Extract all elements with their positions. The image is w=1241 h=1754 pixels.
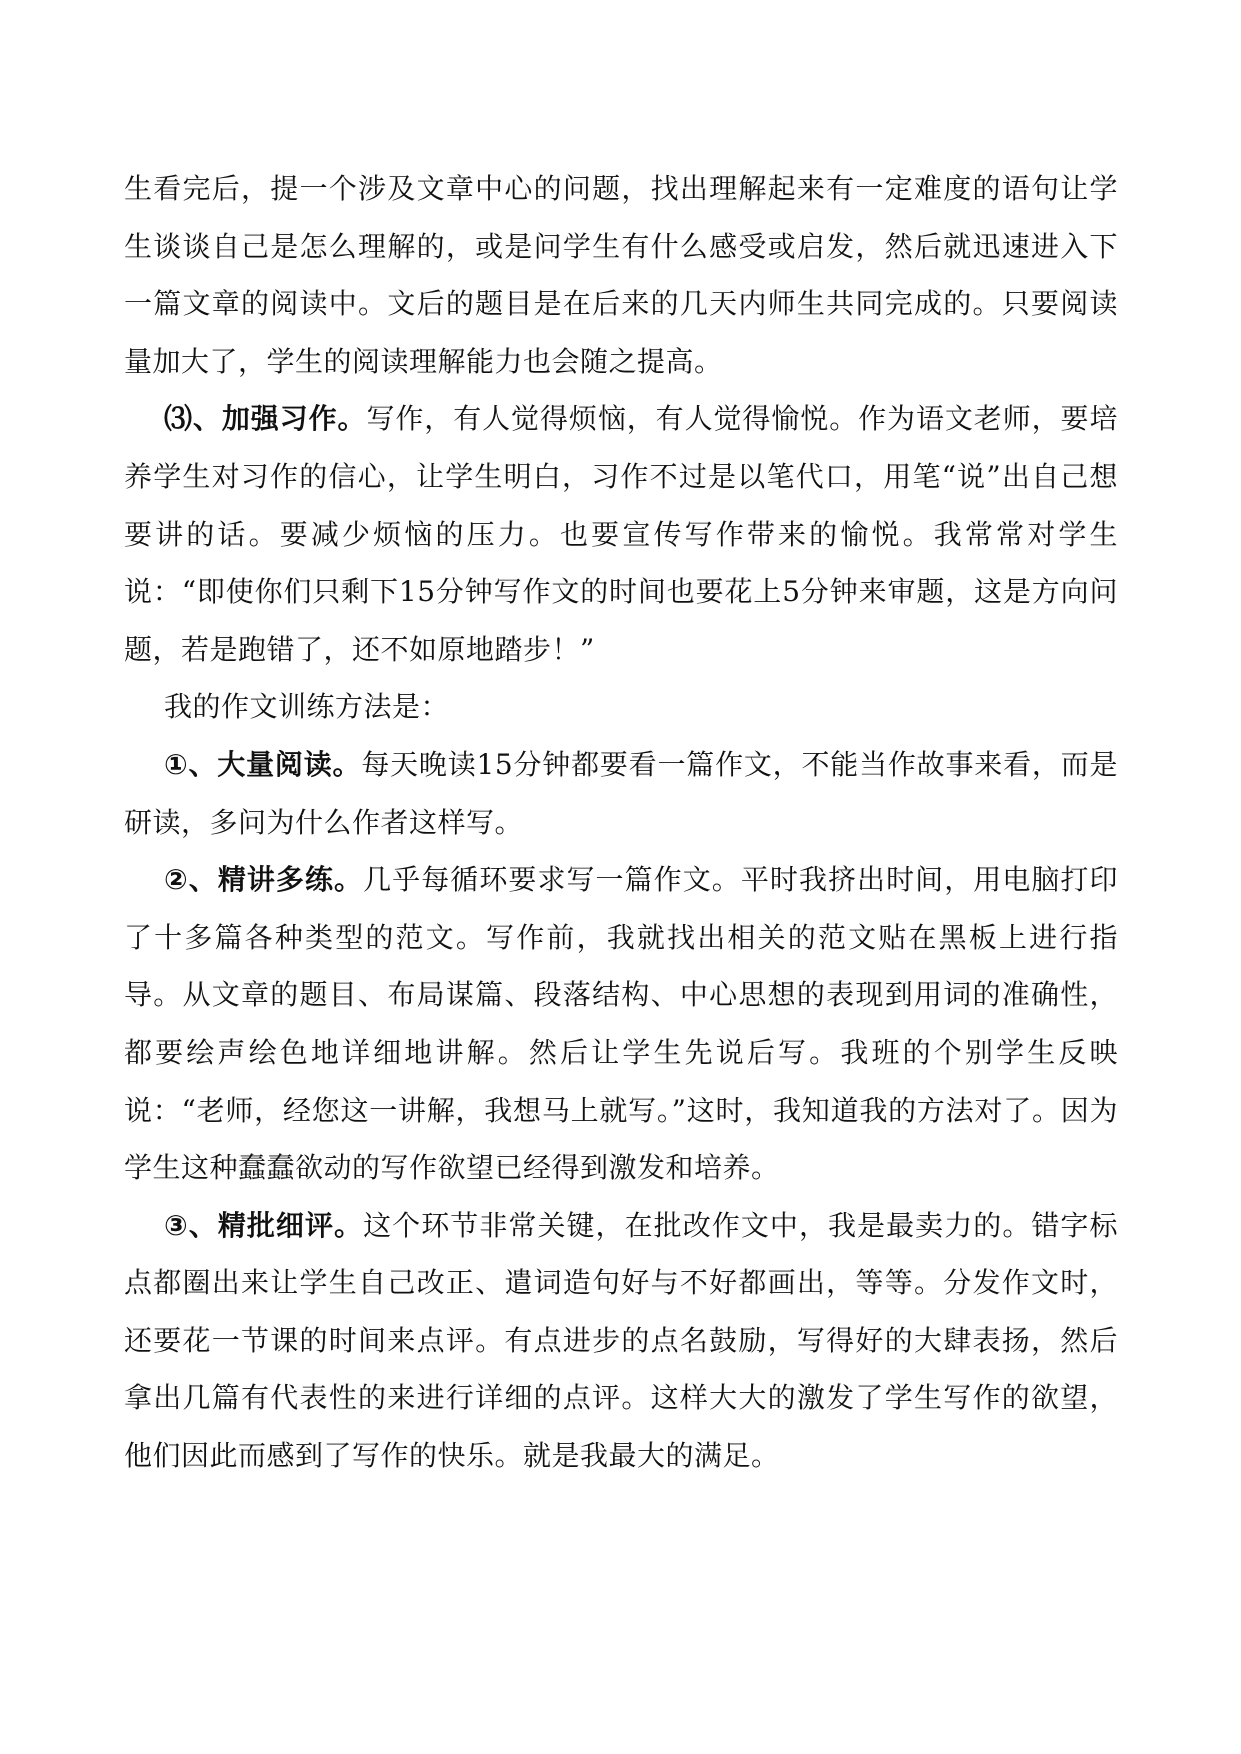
paragraph-reading-continuation bbox=[124, 160, 1118, 390]
paragraph-text: 我的作文训练方法是： bbox=[164, 690, 450, 724]
paragraph-text: 生看完后，提一个涉及文章中心的问题，找出理解起来有一定难度的语句让学生谈谈自己是怎么理解的，或是问学生有什么感受或启发，然后就迅速进入下一篇文章的阅读中。文后的题目是在后来的几天内师生共同完成的。只要阅读量加大了，学生的阅读理解能力也会随之提高。 bbox=[124, 172, 1118, 378]
document-body bbox=[124, 160, 1118, 1485]
section-heading: ③、精批细评。 bbox=[164, 1208, 364, 1242]
paragraph-method-intro bbox=[124, 678, 1118, 736]
section-heading: ①、大量阅读。 bbox=[164, 747, 362, 781]
paragraph-text: 这个环节非常关键，在批改作文中，我是最卖力的。错字标点都圈出来让学生自己改正、遣词造句好与不好都画出，等等。分发作文时，还要花一节课的时间来点评。有点进步的点名鼓励，写得好的大肆表扬，然后拿出几篇有代表性的来进行详细的点评。这样大大的激发了学生写作的欲望，他们因此而感到了写作的快乐。就是我最大的满足。 bbox=[124, 1208, 1118, 1473]
section-heading: ②、精讲多练。 bbox=[164, 863, 364, 897]
paragraph-text: 几乎每循环要求写一篇作文。平时我挤出时间，用电脑打印了十多篇各种类型的范文。写作前，我就找出相关的范文贴在黑板上进行指导。从文章的题目、布局谋篇、段落结构、中心思想的表现到用词的准确性，都要绘声绘色地详细地讲解。然后让学生先说后写。我班的个别学生反映说：“老师，经您这一讲解，我想马上就写。”这时，我知道我的方法对了。因为学生这种蠢蠢欲动的写作欲望已经得到激发和培养。 bbox=[124, 863, 1118, 1185]
section-heading: ⑶、加强习作。 bbox=[164, 402, 367, 436]
paragraph-focused-practice bbox=[124, 851, 1118, 1197]
paragraph-strengthen-writing bbox=[124, 390, 1118, 678]
paragraph-extensive-reading bbox=[124, 736, 1118, 851]
paragraph-detailed-review bbox=[124, 1197, 1118, 1485]
paragraph-text: 写作，有人觉得烦恼，有人觉得愉悦。作为语文老师，要培养学生对习作的信心，让学生明白，习作不过是以笔代口，用笔“说”出自己想要讲的话。要减少烦恼的压力。也要宣传写作带来的愉悦。我常常对学生说：“即使你们只剩下15分钟写作文的时间也要花上5分钟来审题，这是方向问题，若是跑错了，还不如原地踏步！” bbox=[124, 402, 1118, 666]
paragraph-text: 每天晚读15分钟都要看一篇作文，不能当作故事来看，而是研读，多问为什么作者这样写。 bbox=[124, 747, 1118, 839]
